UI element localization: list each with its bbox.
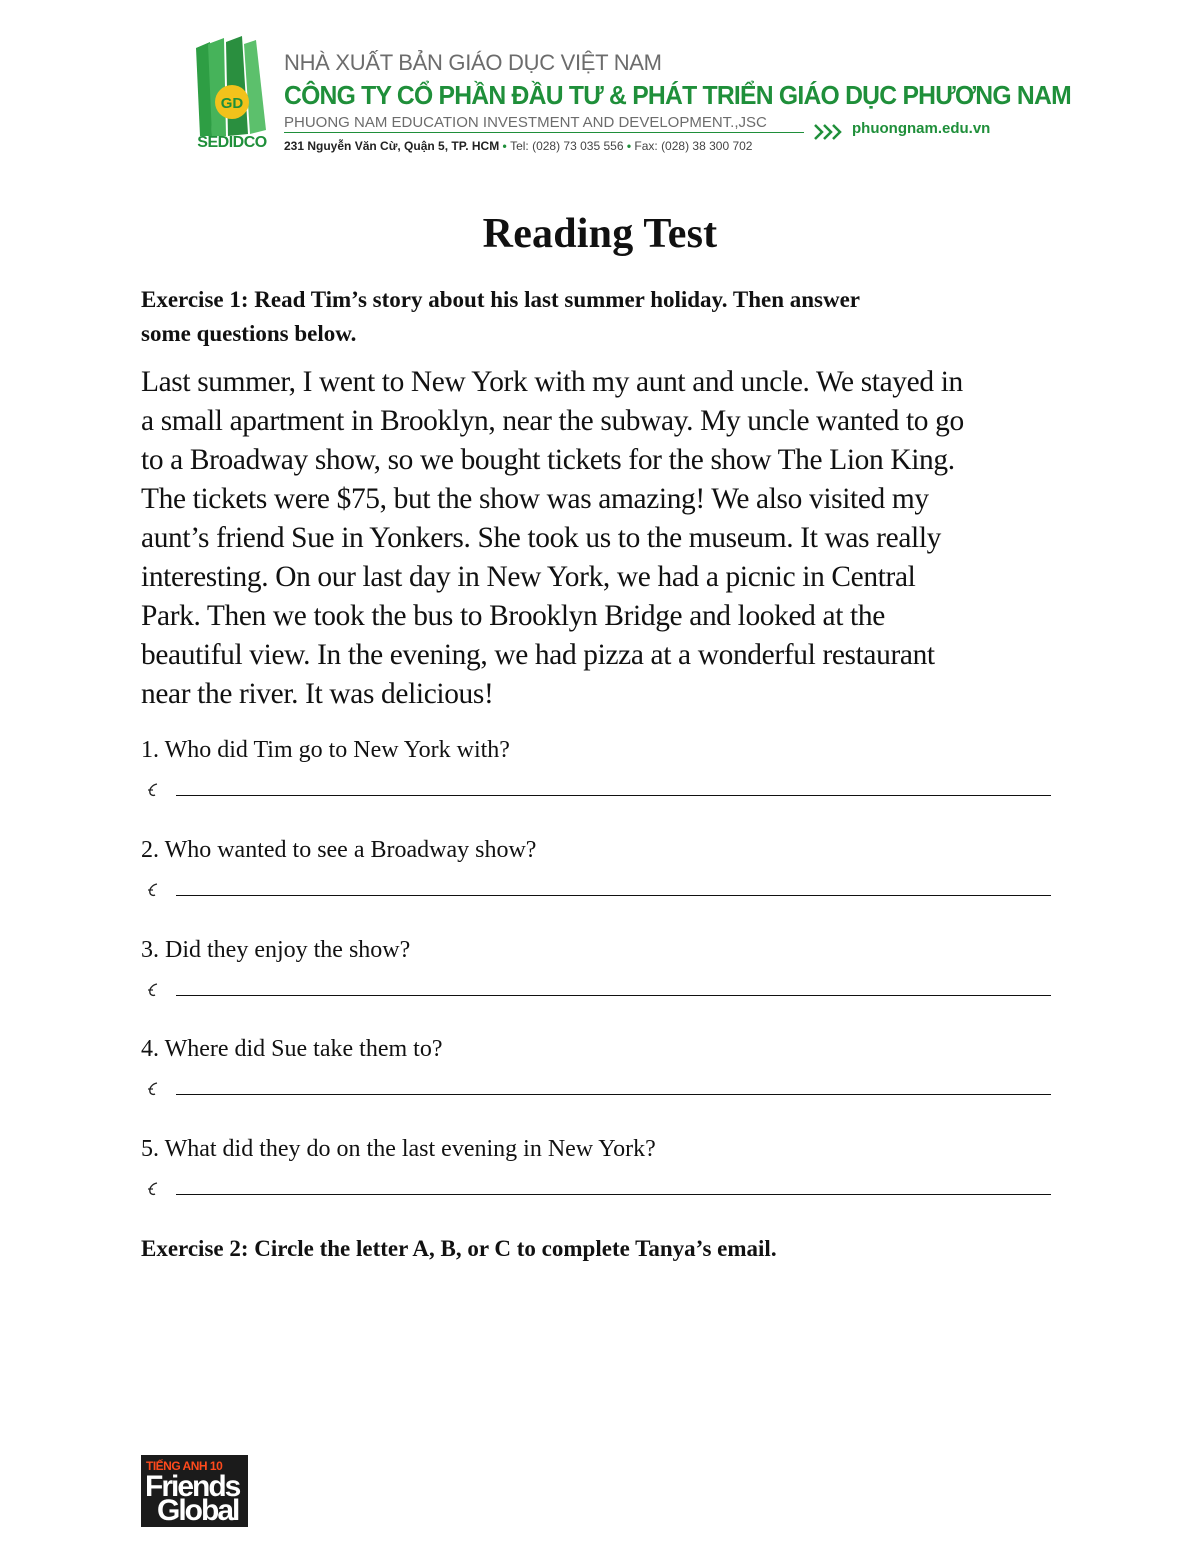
passage-line: beautiful view. In the evening, we had pizza at a wonderful restaurant xyxy=(141,639,935,671)
passage-line: aunt’s friend Sue in Yonkers. She took us to the museum. It was really xyxy=(141,522,941,554)
question-2 xyxy=(141,835,1061,905)
question-3 xyxy=(141,935,1061,1005)
exercise-1-instruction xyxy=(141,283,1041,351)
exercise-2-instruction: Exercise 2: Circle the letter A, B, or C to complete Tanya’s email. xyxy=(141,1236,777,1261)
exercise-1-instruction-line: Exercise 1: Read Tim’s story about his last summer holiday. Then answer xyxy=(141,287,861,312)
answer-row[interactable] xyxy=(141,965,1061,1005)
publisher-name: NHÀ XUẤT BẢN GIÁO DỤC VIỆT NAM xyxy=(284,50,662,75)
company-contact: 231 Nguyễn Văn Cừ, Quận 5, TP. HCM • Tel: (028) 73 035 556 • Fax: (028) 38 300 702 xyxy=(284,139,753,153)
answer-line[interactable] xyxy=(176,795,1051,796)
pen-icon xyxy=(145,1080,161,1098)
answer-row[interactable] xyxy=(141,765,1061,805)
question-text: 1. Who did Tim go to New York with? xyxy=(141,737,510,763)
sedidco-logo-text: SEDIDCO xyxy=(197,134,267,151)
friends-global-logo xyxy=(141,1455,248,1527)
company-address: 231 Nguyễn Văn Cừ, Quận 5, TP. HCM xyxy=(284,139,500,153)
passage-line: Park. Then we took the bus to Brooklyn Bridge and looked at the xyxy=(141,600,885,632)
question-text: 5. What did they do on the last evening in New York? xyxy=(141,1136,656,1162)
page-title: Reading Test xyxy=(482,211,718,257)
pen-icon xyxy=(145,981,161,999)
pen-icon xyxy=(145,1180,161,1198)
reading-passage xyxy=(141,363,1061,714)
answer-line[interactable] xyxy=(176,1094,1051,1095)
passage-line: a small apartment in Brooklyn, near the subway. My uncle wanted to go xyxy=(141,405,964,437)
company-name: CÔNG TY CỔ PHẦN ĐẦU TƯ & PHÁT TRIỂN GIÁO DỤC PHƯƠNG NAM xyxy=(284,80,1071,110)
company-fax: Fax: (028) 38 300 702 xyxy=(634,139,753,153)
answer-line[interactable] xyxy=(176,1194,1051,1195)
passage-line: near the river. It was delicious! xyxy=(141,678,494,710)
exercise-1-instruction-line: some questions below. xyxy=(141,321,357,346)
passage-line: interesting. On our last day in New York, we had a picnic in Central xyxy=(141,561,916,593)
chevron-right-icon xyxy=(813,122,847,142)
passage-line: to a Broadway show, so we bought tickets for the show The Lion King. xyxy=(141,444,955,476)
answer-row[interactable] xyxy=(141,1064,1061,1104)
website-link[interactable]: phuongnam.edu.vn xyxy=(852,120,991,137)
question-text: 3. Did they enjoy the show? xyxy=(141,937,411,963)
book-series-label: TIẾNG ANH 10 xyxy=(146,1459,223,1473)
question-text: 2. Who wanted to see a Broadway show? xyxy=(141,837,537,863)
svg-text:GD: GD xyxy=(220,95,244,112)
answer-line[interactable] xyxy=(176,895,1051,896)
answer-row[interactable] xyxy=(141,865,1061,905)
book-title-word: Friends xyxy=(145,1470,240,1503)
passage-line: Last summer, I went to New York with my aunt and uncle. We stayed in xyxy=(141,366,963,398)
pen-icon xyxy=(145,881,161,899)
company-tel: Tel: (028) 73 035 556 xyxy=(510,139,624,153)
passage-line: The tickets were $75, but the show was amazing! We also visited my xyxy=(141,483,929,515)
pen-icon xyxy=(145,781,161,799)
answer-row[interactable] xyxy=(141,1164,1061,1204)
answer-line[interactable] xyxy=(176,995,1051,996)
question-1 xyxy=(141,735,1061,805)
book-title-word: Global xyxy=(157,1494,239,1527)
company-name-english: PHUONG NAM EDUCATION INVESTMENT AND DEVELOPMENT.,JSC xyxy=(284,114,804,133)
question-4 xyxy=(141,1034,1061,1104)
publisher-header xyxy=(190,36,1071,161)
question-5 xyxy=(141,1134,1061,1204)
question-text: 4. Where did Sue take them to? xyxy=(141,1036,443,1062)
